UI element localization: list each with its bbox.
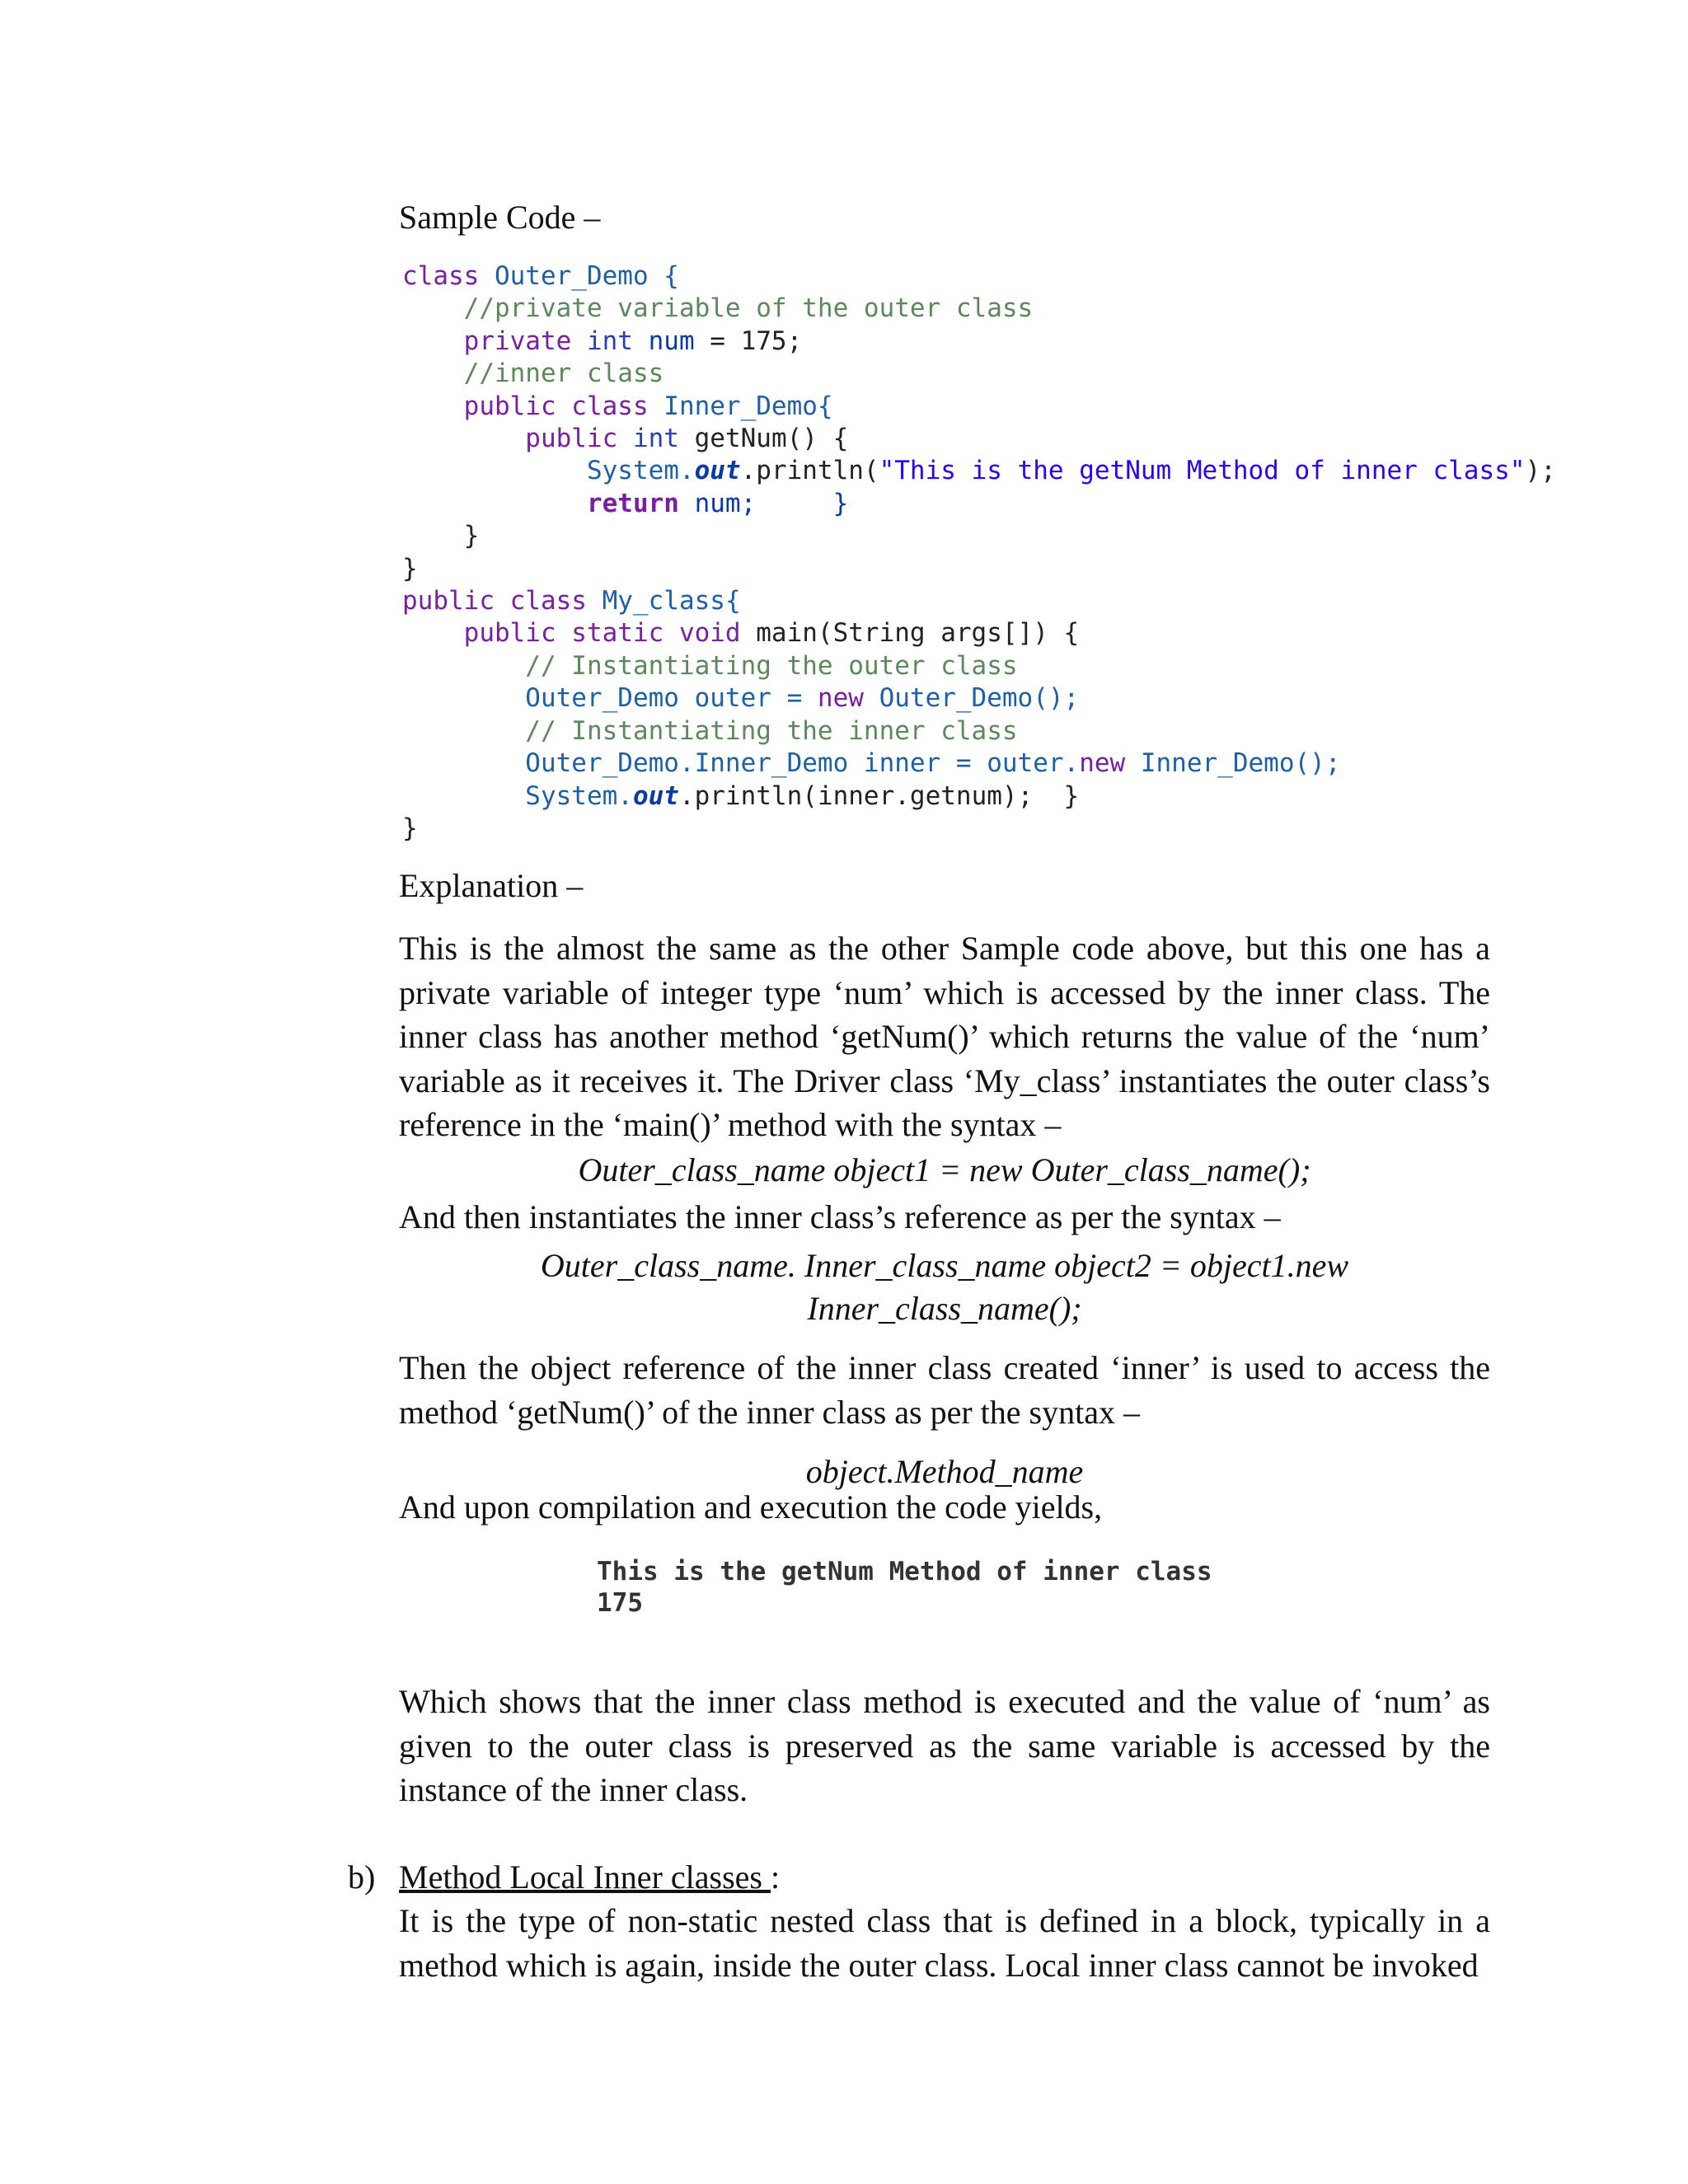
code-token: // Instantiating the outer class: [402, 650, 1018, 681]
program-output: [597, 1556, 1212, 1619]
code-line: [402, 391, 1556, 423]
code-line: [402, 423, 1556, 455]
code-token: System.: [402, 456, 695, 486]
code-line: [402, 617, 1556, 649]
code-token: Inner_Demo{: [663, 391, 833, 421]
code-token: //inner class: [402, 359, 664, 389]
code-token: public: [402, 424, 633, 454]
code-token: new: [817, 683, 879, 714]
code-token: int: [586, 326, 649, 356]
sample-code-heading: Sample Code –: [399, 199, 601, 236]
method-access-paragraph: Then the object reference of the inner class created ‘inner’ is used to access the method ‘getNum()’ of the inner class as per the syntax –: [399, 1349, 1490, 1431]
section-title-text: Method Local Inner classes: [399, 1858, 771, 1896]
code-line: [402, 715, 1556, 748]
code-token: }: [402, 813, 418, 843]
explanation-heading: Explanation –: [399, 867, 584, 904]
output-line: 175: [597, 1588, 643, 1618]
code-line: [402, 488, 1556, 520]
code-token: out: [694, 456, 741, 486]
code-token: My_class{: [602, 586, 741, 616]
code-token: num: [648, 326, 710, 356]
code-token: public class: [402, 586, 603, 616]
syntax-inner-instantiation: Outer_class_name. Inner_class_name object2 = object1.new Inner_class_name();: [540, 1247, 1349, 1327]
code-line: [402, 553, 1556, 585]
code-token: }: [402, 553, 418, 583]
compilation-paragraph: And upon compilation and execution the code yields,: [399, 1488, 1103, 1526]
code-token: public class: [402, 391, 664, 421]
code-line: [402, 682, 1556, 715]
output-line: This is the getNum Method of inner class: [597, 1557, 1212, 1586]
code-token: Outer_Demo();: [879, 683, 1080, 714]
code-token: Outer_Demo.Inner_Demo inner = outer.: [402, 748, 1080, 779]
code-token: return: [402, 488, 695, 518]
code-token: // Instantiating the inner class: [402, 715, 1018, 746]
code-token: = 175;: [710, 326, 803, 356]
code-token: public static void: [402, 618, 757, 649]
inner-instantiation-paragraph: And then instantiates the inner class’s reference as per the syntax –: [399, 1198, 1281, 1235]
code-token: System.: [402, 780, 633, 811]
code-token: main(String args[]) {: [756, 618, 1080, 649]
code-block: [402, 260, 1556, 845]
code-line: [402, 813, 1556, 845]
code-line: [402, 650, 1556, 682]
code-line: [402, 326, 1556, 358]
code-line: [402, 358, 1556, 390]
conclusion-paragraph: Which shows that the inner class method is executed and the value of ‘num’ as given to the outer class is preserved as the same variable is accessed by the instance of the inner class.: [399, 1683, 1490, 1808]
code-line: [402, 585, 1556, 617]
code-token: "This is the getNum Method of inner class": [879, 456, 1526, 486]
explanation-paragraph: This is the almost the same as the other Sample code above, but this one has a private variable of integer type ‘num’ which is accessed by the inner class. The inner class has another method ‘getNum()’ which returns the value of the ‘num’ variable as it receives it. The Driver class ‘My_class’ instantiates the outer class’s reference in the ‘main()’ method with the syntax –: [399, 930, 1490, 1143]
code-token: );: [1525, 456, 1556, 486]
code-token: private: [402, 326, 587, 356]
code-token: Outer_Demo {: [494, 261, 679, 291]
code-token: new: [1079, 748, 1141, 779]
code-token: //private variable of the outer class: [402, 293, 1034, 324]
syntax-outer-instantiation: Outer_class_name object1 = new Outer_class_name();: [578, 1151, 1311, 1188]
code-line: [402, 455, 1556, 487]
code-line: [402, 293, 1556, 325]
code-token: getNum() {: [694, 424, 849, 454]
code-token: .println(inner.getnum); }: [678, 780, 1080, 811]
code-line: [402, 520, 1556, 552]
code-token: class: [402, 261, 495, 291]
code-token: .println(: [740, 456, 879, 486]
section-title: [399, 1854, 780, 1900]
code-token: Inner_Demo();: [1140, 748, 1341, 779]
code-token: }: [402, 521, 480, 551]
syntax-method-call: object.Method_name: [805, 1453, 1084, 1490]
list-marker-b: b): [348, 1858, 376, 1896]
code-token: int: [632, 424, 695, 454]
code-line: [402, 260, 1556, 293]
section-title-colon: :: [770, 1858, 781, 1896]
code-line: [402, 748, 1556, 780]
section-b-paragraph: It is the type of non-static nested class that is defined in a block, typically in a method which is again, inside the outer class. Local inner class cannot be invoked: [399, 1902, 1490, 1984]
code-token: out: [632, 780, 679, 811]
code-token: num; }: [694, 488, 849, 518]
code-line: [402, 780, 1556, 813]
code-token: Outer_Demo outer =: [402, 683, 818, 714]
